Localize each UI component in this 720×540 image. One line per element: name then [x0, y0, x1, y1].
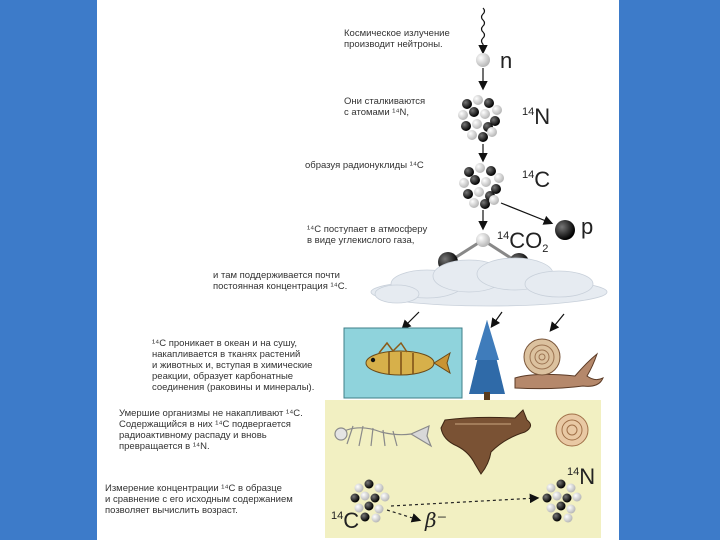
beta-label: β⁻ [425, 508, 448, 532]
neutron-ball [476, 53, 490, 67]
nitrogen-nucleus [458, 95, 502, 142]
caption-cosmic-rays: Космическое излучение производит нейтроны. [344, 28, 450, 50]
cloud [371, 258, 607, 306]
caption-atmosphere: ¹⁴C поступает в атмосферу в виде углекислого газа, [307, 224, 428, 246]
caption-concentration: и там поддерживается почти постоянная концентрация ¹⁴C. [213, 270, 348, 292]
caption-ocean-land: ¹⁴C проникает в океан и на сушу, накапливается в тканях растений и животных и, вступая в химические реакции, образует карбонатные соединения (раковины и минералы). [152, 338, 315, 393]
fossil-shell [556, 414, 588, 446]
snail [515, 339, 603, 389]
caption-radionuclides: образуя радионуклиды ¹⁴C [305, 160, 424, 171]
fir-tree [469, 320, 505, 400]
proton-label: p [581, 214, 594, 239]
caption-measurement: Измерение концентрации ¹⁴C в образце и сравнение с его исходным содержанием позволяет вычислить возраст. [105, 483, 293, 516]
carbon-bottom-label: $^{14}$C [331, 508, 360, 533]
nitrogen-label: $^{14}$N [522, 104, 551, 129]
caption-dead-organisms: Умершие организмы не накапливают ¹⁴C. Содержащийся в них ¹⁴C подвергается радиоактивному распаду и вновь превращается в ¹⁴N. [119, 408, 303, 452]
cosmic-ray [482, 8, 485, 44]
diagram-graphics [97, 0, 619, 540]
carbon-label: $^{14}$C [522, 167, 551, 192]
neutron-label: n [500, 48, 513, 73]
nitrogen-bottom-label: $^{14}$N [567, 464, 596, 489]
caption-collision: Они сталкиваются с атомами ¹⁴N, [344, 96, 426, 118]
co2-label: $^{14}CO_2$ [497, 228, 549, 256]
proton-ball [555, 220, 575, 240]
diagram-panel [97, 0, 619, 540]
carbon-nucleus [459, 163, 504, 209]
